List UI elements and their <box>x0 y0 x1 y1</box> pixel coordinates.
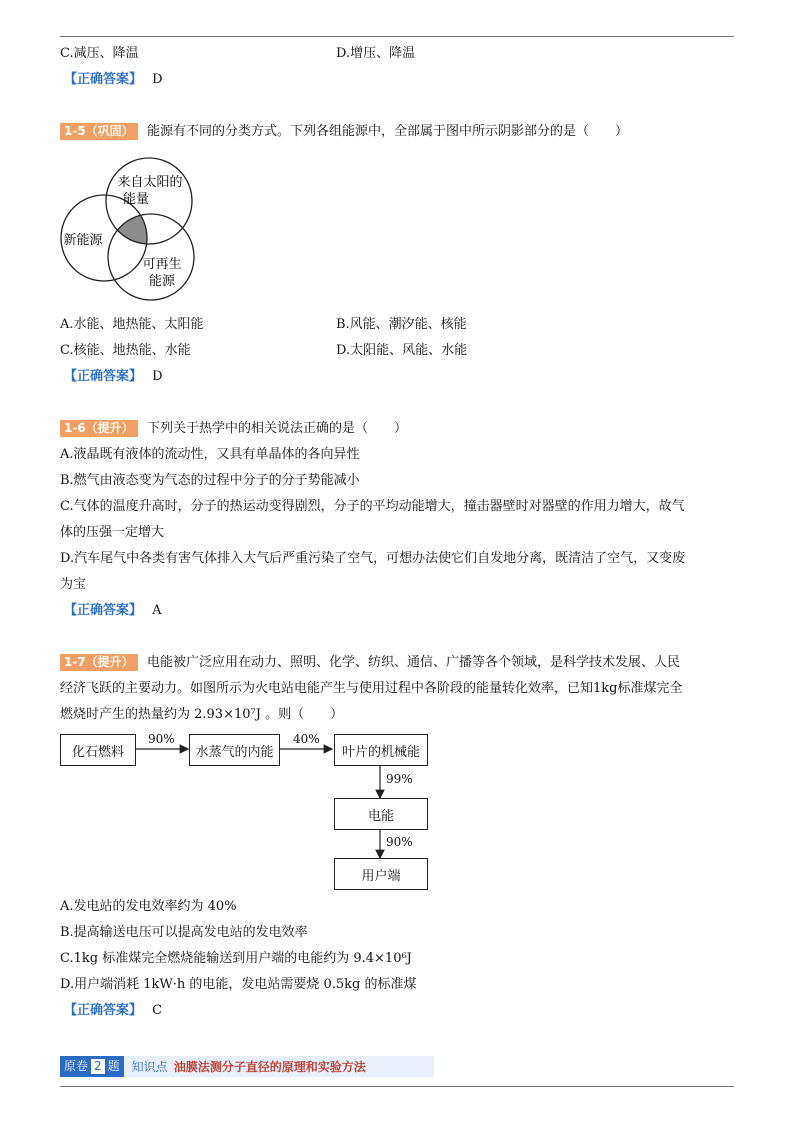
q15-option-d: D.太阳能、风能、水能 <box>336 343 468 358</box>
q17-stem-line1: 电能被广泛应用在动力、照明、化学、纺织、通信、广播等各个领域，是科学技术发展、人民 <box>147 655 681 670</box>
q17-option-b: B.提高输送电压可以提高发电站的发电效率 <box>60 925 308 940</box>
answer-value: C <box>152 1003 163 1018</box>
top-rule <box>60 36 734 37</box>
q17-option-a: A.发电站的发电效率约为 40% <box>60 899 237 914</box>
q16-option-b: B.燃气由液态变为气态的过程中分子的分子势能减小 <box>60 473 360 488</box>
answer-label: 【正确答案】 <box>64 603 143 618</box>
q17-tag: 1-7（提升） <box>60 654 138 671</box>
flow-box-user: 用户端 <box>334 858 428 890</box>
banner-num: 2 <box>91 1059 105 1074</box>
section-banner <box>60 1056 434 1077</box>
q17-stem-line2: 经济飞跃的主要动力。如图所示为火电站电能产生与使用过程中各阶段的能量转化效率，已知1kg标准煤完全 <box>60 681 683 696</box>
eff-label-2: 40% <box>293 732 320 746</box>
venn-label-top-2: 能量 <box>122 192 150 207</box>
q14-answer <box>64 71 163 89</box>
eff-label-1: 90% <box>148 732 175 746</box>
q16-option-d-line1: D.汽车尾气中各类有害气体排入大气后严重污染了空气，可想办法使它们自发地分离，既清洁了空气，又变废 <box>60 551 686 566</box>
banner-orig: 原卷 <box>64 1059 89 1073</box>
q16-stem: 下列关于热学中的相关说法正确的是（ ） <box>147 421 408 436</box>
venn-label-right-2: 能源 <box>148 274 176 289</box>
q17-stem-line3: 燃烧时产生的热量约为 2.93×10⁷J 。则（ ） <box>60 707 344 722</box>
flow-box-blade: 叶片的机械能 <box>334 734 428 766</box>
answer-label: 【正确答案】 <box>64 72 143 87</box>
venn-label-right-1: 可再生 <box>142 257 182 272</box>
q15-option-a: A.水能、地热能、太阳能 <box>60 317 204 332</box>
q17-option-d: D.用户端消耗 1kW·h 的电能，发电站需要烧 0.5kg 的标准煤 <box>60 977 417 992</box>
q14-option-c: C.减压、降温 <box>60 46 139 61</box>
eff-label-3: 99% <box>386 772 413 786</box>
q16-option-d-line2: 为宝 <box>60 577 87 592</box>
bottom-rule <box>60 1086 734 1087</box>
venn-diagram <box>58 156 198 302</box>
banner-knowledge-text: 油膜法测分子直径的原理和实验方法 <box>173 1060 366 1074</box>
banner-ti: 题 <box>107 1059 120 1073</box>
answer-label: 【正确答案】 <box>64 1003 143 1018</box>
answer-label: 【正确答案】 <box>64 369 143 384</box>
q16-option-a: A.液晶既有液体的流动性，又具有单晶体的各向异性 <box>60 447 360 462</box>
banner-source-badge <box>60 1056 124 1077</box>
flow-box-electric: 电能 <box>334 798 428 830</box>
q14-option-d: D.增压、降温 <box>336 46 416 61</box>
venn-label-top-1: 来自太阳的 <box>117 175 183 190</box>
q15-tag: 1-5（巩固） <box>60 123 138 140</box>
answer-value: A <box>152 603 162 618</box>
flow-box-steam: 水蒸气的内能 <box>189 734 280 766</box>
q16-answer <box>64 602 162 620</box>
q16-tag: 1-6（提升） <box>60 420 138 437</box>
q15-answer <box>64 368 163 386</box>
q16-option-c-line2: 体的压强一定增大 <box>60 525 165 540</box>
q17-answer <box>64 1002 162 1020</box>
q15-stem: 能源有不同的分类方式。下列各组能源中，全部属于图中所示阴影部分的是（ ） <box>147 124 629 139</box>
q17-option-c: C.1kg 标准煤完全燃烧能输送到用户端的电能约为 9.4×10⁶J <box>60 951 412 966</box>
q16-option-c-line1: C.气体的温度升高时，分子的热运动变得剧烈，分子的平均动能增大，撞击器壁时对器壁的作用力增大，故气 <box>60 499 685 514</box>
venn-label-left: 新能源 <box>63 233 103 248</box>
banner-knowledge-label: 知识点 <box>131 1060 168 1074</box>
eff-label-4: 90% <box>386 835 413 849</box>
q15-option-c: C.核能、地热能、水能 <box>60 343 191 358</box>
answer-value: D <box>152 369 163 384</box>
q15-option-b: B.风能、潮汐能、核能 <box>336 317 467 332</box>
answer-value: D <box>152 72 163 87</box>
flow-box-fossil: 化石燃料 <box>60 734 136 766</box>
